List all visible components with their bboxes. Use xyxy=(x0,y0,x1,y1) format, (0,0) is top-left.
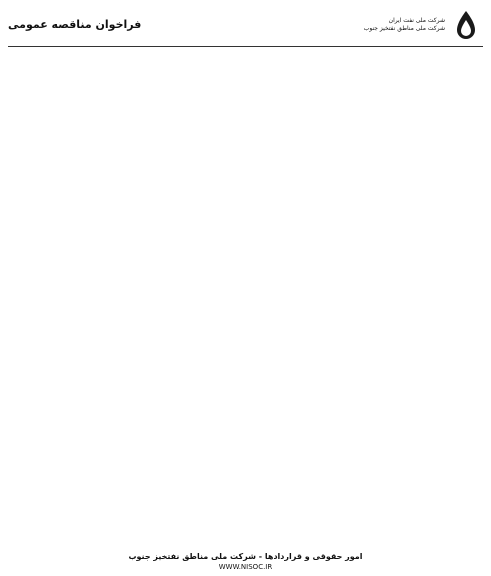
company-line-2: شرکت ملی مناطق نفتخیز جنوب xyxy=(363,25,445,32)
footer-website-link[interactable]: WWW.NISOC.IR xyxy=(218,562,273,571)
notice-header xyxy=(8,4,483,47)
logo-block xyxy=(364,8,483,42)
company-name xyxy=(364,17,445,33)
notice-footer xyxy=(8,552,483,572)
company-logo-icon xyxy=(449,8,483,42)
notice-title: فراخوان مناقصه عمومی xyxy=(8,17,142,31)
company-line-1: شرکت ملی نفت ایران xyxy=(388,16,445,24)
footer-department: امور حقوقی و قراردادها - شرکت ملی مناطق نفتخیز جنوب xyxy=(128,551,363,561)
